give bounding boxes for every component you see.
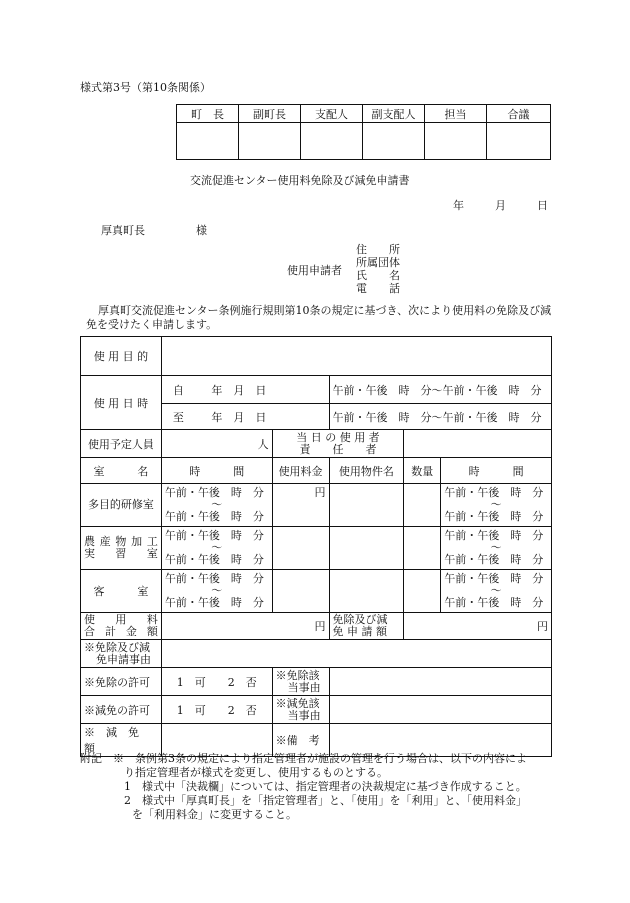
date-line xyxy=(453,197,548,213)
exempt-amount-field[interactable]: 円 xyxy=(404,613,552,640)
addressee-name: 厚真町長 xyxy=(101,224,145,237)
applicant-address[interactable]: 住 所 xyxy=(356,243,400,256)
reduce-permit-options[interactable]: 1 可 2 否 xyxy=(161,696,272,724)
note-item-2-cont: を「利用料金」に変更すること。 xyxy=(132,808,297,821)
room-items[interactable] xyxy=(329,484,404,527)
datetime-label: 使 用 日 時 xyxy=(81,376,162,430)
room-items[interactable] xyxy=(329,527,404,570)
form-number: 様式第3号（第10条関係） xyxy=(80,81,211,94)
purpose-field[interactable] xyxy=(161,337,551,376)
col-fee-header: 使用料金 xyxy=(272,458,329,484)
note-lead-cont: り指定管理者が様式を変更し、使用するものとする。 xyxy=(124,766,388,779)
room-items[interactable] xyxy=(329,570,404,613)
reduce-permit-label: ※減免の許可 xyxy=(81,696,162,724)
room-qty[interactable] xyxy=(404,484,441,527)
notes xyxy=(80,752,560,822)
to-time-cell[interactable]: 午前・午後 時 分〜午前・午後 時 分 xyxy=(329,404,551,430)
from-date-cell[interactable] xyxy=(161,376,329,404)
reduce-reason-label: ※減免該 当事由 xyxy=(272,696,329,724)
room-time[interactable]: 午前・午後 時 分 〜 午前・午後 時 分 xyxy=(161,570,272,613)
application-statement: 厚真町交流促進センター条例施行規則第10条の規定に基づき、次により使用料の免除及び減免を受けたく申請します。 xyxy=(86,304,552,331)
col-items-header: 使用物件名 xyxy=(329,458,404,484)
reduce-amount-label: ※ 減 免 額 xyxy=(81,724,162,757)
room-qty[interactable] xyxy=(404,570,441,613)
approval-header-consultation: 合議 xyxy=(487,105,551,123)
from-time-cell[interactable]: 午前・午後 時 分〜午前・午後 時 分 xyxy=(329,376,551,404)
addressee xyxy=(101,222,207,238)
room-name: 多目的研修室 xyxy=(81,484,162,527)
room-row xyxy=(81,570,552,613)
responsible-label-line1: 当 日 の 使 用 者 xyxy=(296,430,380,444)
application-table xyxy=(80,336,552,757)
approval-header-deputy-mayor: 副町長 xyxy=(239,105,301,123)
applicant-organization[interactable]: 所属団体 xyxy=(356,256,400,269)
to-ymd: 年 月 日 xyxy=(211,410,267,424)
date-year[interactable]: 年 xyxy=(453,199,464,212)
note-lead: 附記 ※ 条例第3条の規定により指定管理者が施設の管理を行う場合は、以下の内容によ xyxy=(80,752,527,765)
approval-header-staff: 担当 xyxy=(425,105,487,123)
room-fee[interactable] xyxy=(272,527,329,570)
applicant-name[interactable]: 氏 名 xyxy=(356,269,400,282)
people-label: 使用予定人員 xyxy=(81,430,162,458)
responsible-label xyxy=(272,430,404,458)
col-time-header: 時 間 xyxy=(161,458,272,484)
remarks-label: ※備 考 xyxy=(272,724,329,757)
room-fee[interactable]: 円 xyxy=(272,484,329,527)
room-time[interactable]: 午前・午後 時 分 〜 午前・午後 時 分 xyxy=(161,484,272,527)
room-name: 客 室 xyxy=(81,570,162,613)
addressee-honorific: 様 xyxy=(196,224,207,237)
purpose-label: 使 用 目 的 xyxy=(81,337,162,376)
note-item-1: 1 様式中「決裁欄」については、指定管理者の決裁規定に基づき作成すること。 xyxy=(124,780,527,793)
room-fee[interactable] xyxy=(272,570,329,613)
from-prefix: 自 xyxy=(172,383,184,397)
room-time[interactable]: 午前・午後 時 分 〜 午前・午後 時 分 xyxy=(161,527,272,570)
to-prefix: 至 xyxy=(172,410,184,424)
document-title: 交流促進センター使用料免除及び減免申請書 xyxy=(190,174,410,187)
approval-stamp-staff[interactable] xyxy=(425,123,487,160)
date-day[interactable]: 日 xyxy=(537,199,548,212)
approval-header-mayor: 町 長 xyxy=(177,105,239,123)
room-qty[interactable] xyxy=(404,527,441,570)
approval-header-manager: 支配人 xyxy=(301,105,363,123)
exempt-reason-label: ※免除該 当事由 xyxy=(272,668,329,696)
room-row xyxy=(81,484,552,527)
room-row xyxy=(81,527,552,570)
applicant-phone[interactable]: 電 話 xyxy=(356,282,400,295)
exempt-permit-label: ※免除の許可 xyxy=(81,668,162,696)
from-ymd: 年 月 日 xyxy=(211,383,267,397)
approval-stamp-consultation[interactable] xyxy=(487,123,551,160)
responsible-label-line2: 責 任 者 xyxy=(299,442,377,456)
responsible-field[interactable] xyxy=(404,430,552,458)
reason-label: ※免除及び減 免申請事由 xyxy=(81,640,162,668)
note-item-2: 2 様式中「厚真町長」を「指定管理者」と、「使用」を「利用」と、「使用料金」 xyxy=(124,794,527,807)
reduce-reason-field[interactable] xyxy=(329,696,551,724)
col-time2-header: 時 間 xyxy=(441,458,552,484)
approval-stamp-manager[interactable] xyxy=(301,123,363,160)
exempt-amount-label: 免除及び減 免 申 請 額 xyxy=(329,613,404,640)
people-field[interactable]: 人 xyxy=(161,430,272,458)
room-name: 農産物加工 実 習 室 xyxy=(81,527,162,570)
room-time2[interactable]: 午前・午後 時 分 〜 午前・午後 時 分 xyxy=(441,484,552,527)
col-room-header: 室 名 xyxy=(81,458,162,484)
to-date-cell[interactable] xyxy=(161,404,329,430)
approval-stamp-mayor[interactable] xyxy=(177,123,239,160)
room-time2[interactable]: 午前・午後 時 分 〜 午前・午後 時 分 xyxy=(441,570,552,613)
reason-field[interactable] xyxy=(161,640,551,668)
approval-stamp-deputy-mayor[interactable] xyxy=(239,123,301,160)
col-qty-header: 数量 xyxy=(404,458,441,484)
total-label: 使 用 料 合 計 金 額 xyxy=(81,613,162,640)
approval-box xyxy=(176,104,551,160)
approval-header-deputy-manager: 副支配人 xyxy=(363,105,425,123)
applicant-fields xyxy=(356,243,400,295)
approval-stamp-deputy-manager[interactable] xyxy=(363,123,425,160)
total-field[interactable]: 円 xyxy=(161,613,329,640)
applicant-label: 使用申請者 xyxy=(287,264,342,277)
room-time2[interactable]: 午前・午後 時 分 〜 午前・午後 時 分 xyxy=(441,527,552,570)
date-month[interactable]: 月 xyxy=(495,199,506,212)
exempt-permit-options[interactable]: 1 可 2 否 xyxy=(161,668,272,696)
exempt-reason-field[interactable] xyxy=(329,668,551,696)
